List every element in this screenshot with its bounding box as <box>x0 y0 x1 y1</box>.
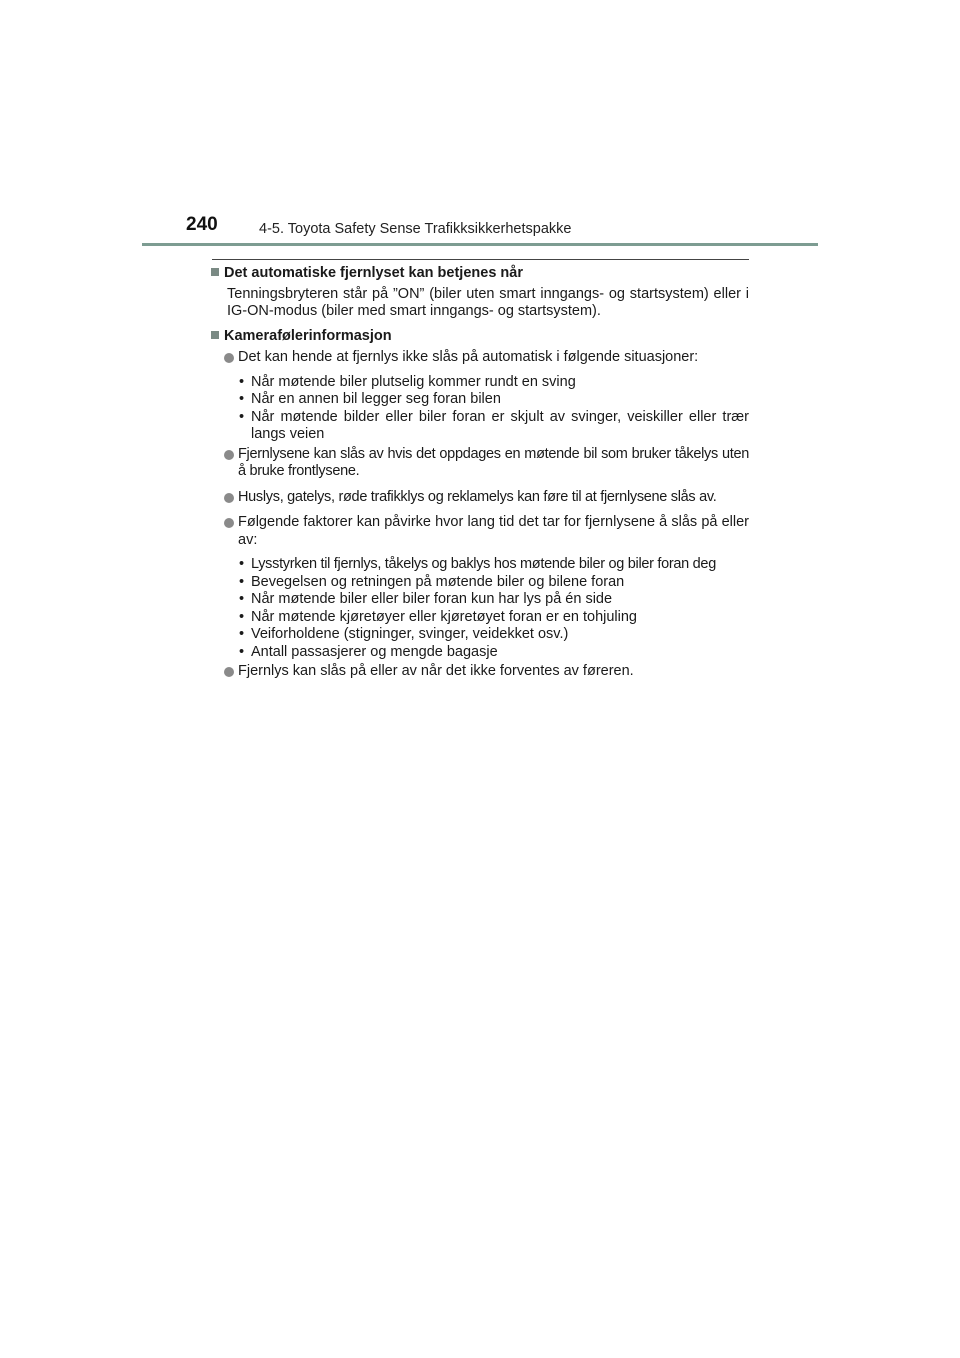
sub-item-text: Veiforholdene (stigninger, svinger, veidekket osv.) <box>251 626 569 642</box>
sub-list <box>211 556 749 661</box>
circle-bullet-icon <box>224 493 234 503</box>
circle-bullet-icon <box>224 518 234 528</box>
paragraph: Tenningsbryteren står på ”ON” (biler uten smart inngangs- og startsystem) eller i IG-ON-modus (biler med smart inngangs- og startsystem). <box>227 285 749 319</box>
circle-bullet-icon <box>224 450 234 460</box>
header-rule <box>142 243 818 246</box>
list-item <box>211 489 749 507</box>
item-text: Følgende faktorer kan påvirke hvor lang tid det tar for fjernlysene å slås på eller av: <box>238 514 749 548</box>
sub-item-text: Når møtende bilder eller biler foran er skjult av svinger, veiskiller eller trær langs veien <box>251 408 749 442</box>
item-text: Fjernlys kan slås på eller av når det ikke forventes av føreren. <box>238 663 634 679</box>
item-text: Det kan hende at fjernlys ikke slås på automatisk i følgende situasjoner: <box>238 349 699 365</box>
sub-list-item: • Når møtende biler eller biler foran kun har lys på én side <box>239 591 613 607</box>
sub-item-text: Når møtende kjøretøyer eller kjøretøyet foran er en tohjuling <box>251 608 637 625</box>
list-item <box>211 446 749 481</box>
sub-item-text: Når møtende biler eller biler foran kun har lys på én side <box>251 591 613 607</box>
circle-bullet-icon <box>224 667 234 677</box>
circle-bullet-icon <box>224 353 234 363</box>
sub-item-text: Bevegelsen og retningen på møtende biler og bilene foran <box>251 573 625 590</box>
page-content <box>211 265 749 681</box>
list-item <box>211 663 749 681</box>
sub-item-text: Når en annen bil legger seg foran bilen <box>251 391 501 407</box>
heading-text: Kamerafølerinformasjon <box>224 327 392 344</box>
sub-item-text: Antall passasjerer og mengde bagasje <box>251 643 498 660</box>
sub-list-item: • Når møtende biler plutselig kommer rundt en sving <box>239 373 576 390</box>
heading-text: Det automatiske fjernlyset kan betjenes når <box>224 265 523 281</box>
sub-item-text: Lysstyrken til fjernlys, tåkelys og baklys hos møtende biler og biler foran deg <box>251 556 716 572</box>
sub-list-item: • Veiforholdene (stigninger, svinger, veidekket osv.) <box>239 626 569 642</box>
list-item <box>211 349 749 367</box>
page-number: 240 <box>186 214 218 235</box>
item-text: Fjernlysene kan slås av hvis det oppdages en møtende bil som bruker tåkelys uten å bruke frontlysene. <box>238 445 749 479</box>
section-title: 4-5. Toyota Safety Sense Trafikksikkerhetspakke <box>259 221 572 237</box>
list-item <box>211 514 749 549</box>
square-bullet-icon <box>211 268 219 276</box>
content-rule <box>212 259 749 260</box>
sub-list-item: • Når møtende kjøretøyer eller kjøretøyet foran er en tohjuling <box>239 608 637 625</box>
sub-list-item: • Når en annen bil legger seg foran bilen <box>239 391 501 407</box>
section-heading <box>211 328 749 346</box>
sub-list-item: • Når møtende bilder eller biler foran er skjult av svinger, veiskiller eller trær langs veien <box>239 408 749 442</box>
sub-list <box>211 374 749 444</box>
sub-item-text: Når møtende biler plutselig kommer rundt en sving <box>251 373 576 390</box>
sub-list-item: • Lysstyrken til fjernlys, tåkelys og baklys hos møtende biler og biler foran deg <box>239 556 716 572</box>
sub-list-item: • Bevegelsen og retningen på møtende biler og bilene foran <box>239 573 625 590</box>
sub-list-item: • Antall passasjerer og mengde bagasje <box>239 643 498 660</box>
square-bullet-icon <box>211 331 219 339</box>
item-text: Huslys, gatelys, røde trafikklys og reklamelys kan føre til at fjernlysene slås av. <box>238 488 717 505</box>
section-heading <box>211 265 749 283</box>
